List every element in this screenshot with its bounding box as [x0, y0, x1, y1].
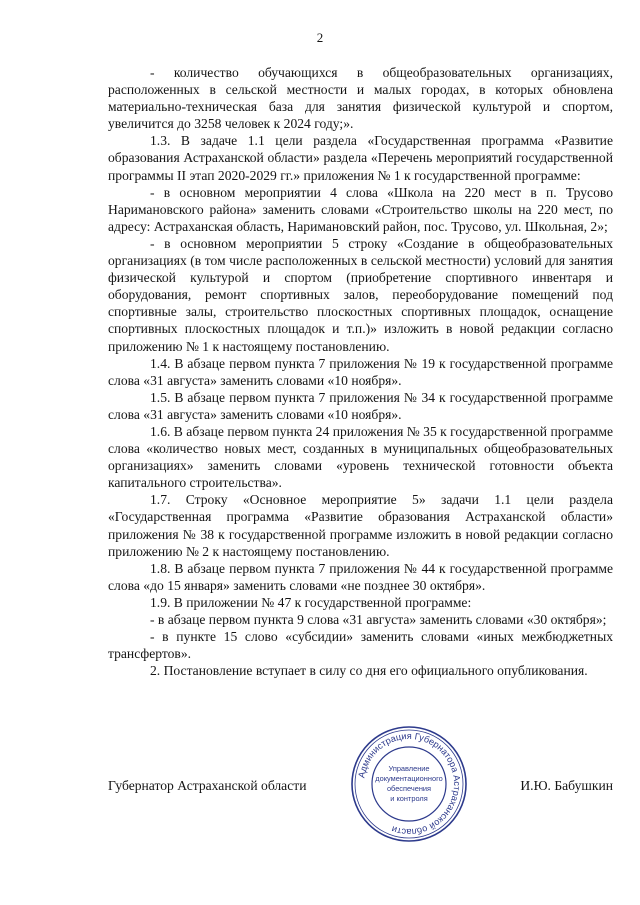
paragraph: 1.3. В задаче 1.1 цели раздела «Государственная программа «Развитие образования Астраханской области» раздела «Перечень мероприятий государственной программы II этап 2020-2029 гг.» приложения № 1 к государственной программе:	[108, 133, 613, 183]
paragraph: 1.5. В абзаце первом пункта 7 приложения № 34 к государственной программе слова «31 августа» заменить словами «10 ноября».	[108, 389, 613, 422]
paragraph: 1.8. В абзаце первом пункта 7 приложения № 44 к государственной программе слова «до 15 января» заменить словами «не позднее 30 октября».	[108, 560, 613, 593]
document-body	[108, 64, 613, 679]
paragraph: 1.6. В абзаце первом пункта 24 приложения № 35 к государственной программе слова «количество новых мест, созданных в муниципальных общеобразовательных организациях» заменить словами «уровень технической готовности объекта капитального строительства».	[108, 423, 613, 491]
stamp-center-line: Управление	[388, 764, 430, 773]
stamp-center-line: документационного	[375, 774, 443, 783]
paragraph: 1.9. В приложении № 47 к государственной программе:	[150, 594, 472, 610]
paragraph: - в пункте 15 слово «субсидии» заменить словами «иных межбюджетных трансфертов».	[108, 629, 613, 662]
stamp-center-line: обеспечения	[386, 784, 432, 793]
paragraph: - в основном мероприятии 5 строку «Создание в общеобразовательных организациях (в том числе расположенных в сельской местности) условий для занятия физической культурой и спортом (приобретение спортивного инвентаря и оборудования, ремонт спортивных залов, переоборудование помещений под спортивные залы, строительство плоскостных спортивных площадок, оснащение спортивных плоскостных площадок и т.п.)» изложить в новой редакции согласно приложению № 1 к настоящему постановлению.	[108, 235, 613, 354]
paragraph: - количество обучающихся в общеобразовательных организациях, расположенных в сельской местности и малых городах, в которых обновлена материально-техническая база для занятия физической культурой и спортом, увеличится до 3258 человек к 2024 году;».	[108, 65, 613, 132]
paragraph: 1.4. В абзаце первом пункта 7 приложения № 19 к государственной программе слова «31 августа» заменить словами «10 ноября».	[108, 355, 613, 388]
paragraph: - в абзаце первом пункта 9 слова «31 августа» заменить словами «30 октября»;	[150, 612, 607, 627]
signer-name: И.Ю. Бабушкин	[520, 778, 613, 793]
official-stamp	[349, 724, 469, 844]
page-number: 2	[316, 30, 324, 45]
signer-title: Губернатор Астраханской области	[108, 778, 307, 793]
signature-block	[108, 730, 613, 868]
paragraph: - в основном мероприятии 4 слова «Школа на 220 мест в п. Трусово Наримановского района» заменить словами «Строительство школы на 220 мест, по адресу: Астраханская область, Наримановский район, пос. Трусово, ул. Школьная, 2»;	[108, 184, 613, 234]
stamp-center-line: и контроля	[390, 794, 428, 803]
stamp-ring-text: Администрация Губернатора Астраханской области	[356, 730, 463, 838]
paragraph: 1.7. Строку «Основное мероприятие 5» задачи 1.1 цели раздела «Государственная программа «Развитие образования Астраханской области» приложения № 38 к государственной программе изложить в новой редакции согласно приложению № 2 к настоящему постановлению.	[108, 492, 613, 559]
paragraph: 2. Постановление вступает в силу со дня его официального опубликования.	[150, 663, 588, 679]
